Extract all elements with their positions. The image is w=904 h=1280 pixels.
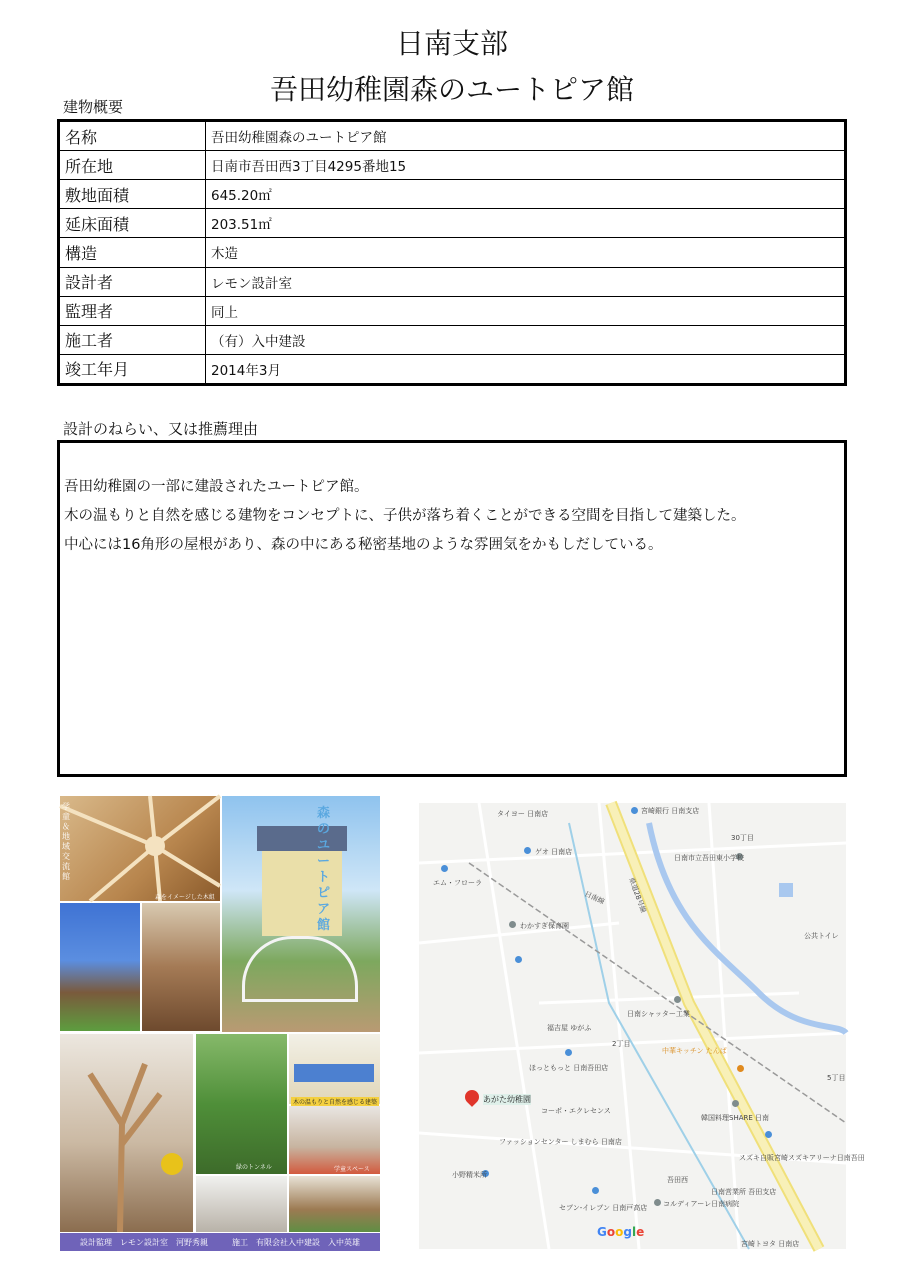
tunnel-caption: 緑のトンネル	[236, 1164, 272, 1171]
bank-pin-icon[interactable]	[631, 807, 638, 814]
room-caption: 学童スペース	[334, 1166, 370, 1173]
row-key: 設計者	[60, 268, 206, 296]
collage-footer: 設計監理 レモン設計室 河野秀親 施工 有限会社入中建設 入中英雄	[60, 1233, 380, 1251]
table-row	[60, 238, 844, 267]
row-value: 645.20㎡	[211, 188, 272, 205]
deck-photo	[289, 1176, 380, 1232]
row-key: 延床面積	[60, 209, 206, 237]
table-row	[60, 297, 844, 326]
map-label: 宮崎銀行 日南支店	[641, 807, 700, 815]
map-roads	[419, 803, 846, 1249]
map-label: コルディアーレ日南病院	[663, 1200, 740, 1208]
row-key: 施工者	[60, 326, 206, 354]
map-label: ほっともっと 日南吾田店	[529, 1064, 609, 1072]
map-label: ゲオ 日南店	[535, 848, 573, 856]
location-map[interactable]	[419, 803, 865, 1249]
map-label: 小野精米所	[452, 1171, 487, 1179]
roof-caption: 森をイメージした木組	[155, 894, 215, 901]
car-dealer-pin-icon[interactable]	[765, 1131, 772, 1138]
row-value: 同上	[211, 304, 238, 321]
florist-pin-icon[interactable]	[441, 865, 448, 872]
roof-photo	[60, 796, 220, 901]
map-label: スズキ自販宮崎スズキアリーナ日南吾田	[739, 1154, 865, 1162]
reason-line: 木の温もりと自然を感じる建物をコンセプトに、子供が落ち着くことができる空間を目指して建築した。	[64, 508, 746, 524]
table-row	[60, 209, 844, 238]
nursery-pin-icon[interactable]	[509, 921, 516, 928]
korean-pin-icon[interactable]	[732, 1100, 739, 1107]
row-value: 吾田幼稚園森のユートピア館	[211, 130, 387, 147]
table-row	[60, 180, 844, 209]
kindergarten-label: あがた幼稚園	[483, 1095, 531, 1104]
map-label: 日南営業所 吾田支店	[711, 1188, 777, 1196]
map-label: 宮崎トヨタ 日南店	[741, 1240, 800, 1248]
row-key: 監理者	[60, 297, 206, 325]
map-label: 日南市立吾田東小学校	[674, 854, 744, 862]
tree-column-drawing	[60, 1034, 193, 1232]
reason-label: 設計のねらい、又は推薦理由	[63, 420, 259, 438]
google-logo: Google	[597, 1225, 645, 1239]
store-pin-icon[interactable]	[515, 956, 522, 963]
map-label: タイヨー 日南店	[497, 810, 549, 818]
factory-pin-icon[interactable]	[674, 996, 681, 1003]
roof-beams-drawing	[60, 796, 220, 901]
corridor-photo	[196, 1176, 287, 1232]
row-value: 2014年3月	[211, 362, 281, 379]
building-title: 吾田幼稚園森のユートピア館	[269, 73, 634, 106]
map-label: 吾田西	[667, 1176, 688, 1184]
classroom-photo	[289, 1106, 380, 1174]
map-label: エム・フローラ	[433, 879, 482, 887]
map-label: 日南シャッター工業	[627, 1010, 690, 1018]
sign-photo	[289, 1034, 380, 1104]
house-photo	[222, 796, 380, 1032]
interior-photo	[60, 1034, 193, 1232]
playroom-photo	[60, 903, 140, 1031]
shop-pin-icon[interactable]	[524, 847, 531, 854]
row-key: 構造	[60, 238, 206, 266]
row-value: （有）入中建設	[211, 333, 306, 350]
map-label: コーポ・エクレセンス	[541, 1107, 611, 1115]
table-row	[60, 355, 844, 383]
overview-label: 建物概要	[63, 98, 124, 116]
row-key: 所在地	[60, 151, 206, 179]
map-label: 中華キッチン たんぱ	[662, 1047, 727, 1055]
map-label: ファッションセンター しまむら 日南店	[499, 1138, 622, 1146]
map-label: 2丁目	[612, 1040, 631, 1048]
tree-room-photo	[142, 903, 220, 1031]
table-row	[60, 151, 844, 180]
table-row	[60, 268, 844, 297]
row-value: 203.51㎡	[211, 217, 272, 234]
row-value: レモン設計室	[211, 275, 292, 292]
vertical-text-right: 森のユートピア館	[317, 806, 331, 933]
vertical-text-left: 学童＆地域交流館	[62, 802, 70, 881]
overview-table	[57, 119, 847, 386]
reason-line: 吾田幼稚園の一部に建設されたユートピア館。	[64, 479, 369, 495]
table-row	[60, 122, 844, 151]
photo-collage	[60, 796, 380, 1251]
restaurant-pin-icon[interactable]	[737, 1065, 744, 1072]
map-label: 福吉屋 ゆがふ	[547, 1024, 592, 1032]
hospital-pin-icon[interactable]	[654, 1199, 661, 1206]
garden-photo	[196, 1034, 287, 1174]
map-label: 30丁目	[731, 834, 754, 842]
map-label: 公共トイレ	[804, 932, 839, 940]
sign-caption: 木の温もりと自然を感じる建築	[293, 1099, 378, 1106]
row-key: 竣工年月	[60, 355, 206, 383]
map-label: 県道28号線	[627, 876, 648, 915]
row-value: 木造	[211, 246, 238, 263]
row-key: 名称	[60, 122, 206, 150]
map-label: 韓国料理SHARE 日南	[701, 1114, 770, 1122]
bento-pin-icon[interactable]	[565, 1049, 572, 1056]
row-key: 敷地面積	[60, 180, 206, 208]
branch-title: 日南支部	[395, 27, 508, 60]
convenience-pin-icon[interactable]	[592, 1187, 599, 1194]
reason-box	[57, 440, 847, 777]
map-label: 日南線	[583, 889, 606, 907]
reason-line: 中心には16角形の屋根があり、森の中にある秘密基地のような雰囲気をかもしだしている。	[64, 537, 663, 553]
row-value: 日南市吾田西3丁目4295番地15	[211, 159, 407, 176]
map-label: わかすぎ保育園	[520, 922, 569, 930]
map-label: 5丁目	[827, 1074, 846, 1082]
table-row	[60, 326, 844, 355]
map-label: セブン-イレブン 日南戸高店	[559, 1204, 648, 1212]
